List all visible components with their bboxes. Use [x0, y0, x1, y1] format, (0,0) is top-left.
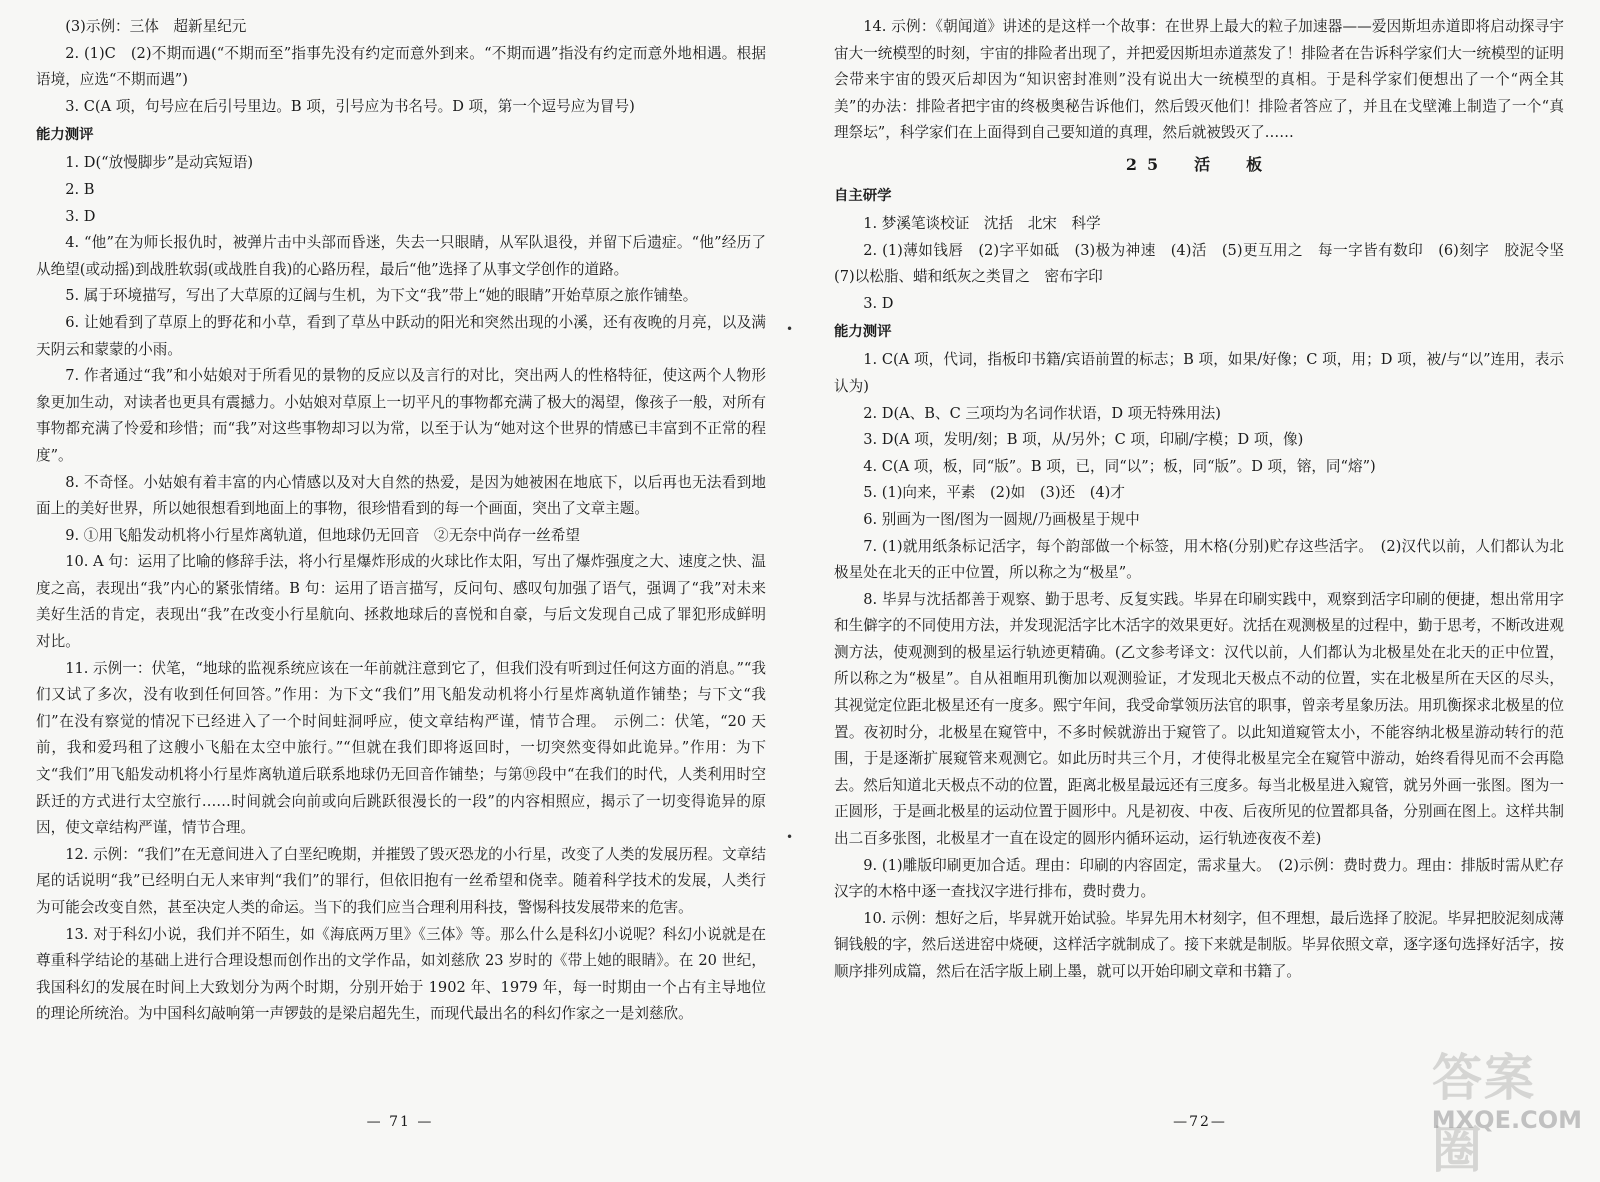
answer-paragraph: (3)示例：三体 超新星纪元 [65, 18, 247, 35]
watermark-url: MXQE.COM [1431, 1106, 1582, 1134]
answer-item: 2. (1)薄如钱唇 (2)字平如砥 (3)极为神速 (4)活 (5)更互用之 每一字皆有数印 (6)刻字 胶泥令坚 (7)以松脂、蜡和纸灰之类冒之 密布字印 [834, 241, 1579, 286]
answer-item: 4. C(A 项，板，同“版”。B 项，已，同“以”；板，同“版”。D 项，镕，同“熔”) [863, 457, 1376, 475]
answer-item: 2. D(A、B、C 三项均为名词作状语，D 项无特殊用法) [863, 404, 1221, 422]
answer-item: 7. 作者通过“我”和小姑娘对于所看见的景物的反应以及言行的对比，突出两人的性格特征，使这两个人物形象更加生动，对读者也更具有震撼力。小姑娘对草原上一切平凡的事物都充满了极大的渴望，像孩子一般，对所有事物都充满了怜爱和珍惜；而“我”对这些事物却习以为常，以至于认为“她对这个世界的情感已丰富到不正常的程度”。 [36, 367, 766, 464]
answer-item: 4. “他”在为师长报仇时，被弹片击中头部而昏迷，失去一只眼睛，从军队退役，并留下后遗症。“他”经历了从绝望(或动摇)到战胜软弱(或战胜自我)的心路历程，最后“他”选择了从事文学创作的道路。 [36, 234, 766, 278]
section-heading: 能力测评 [36, 127, 94, 144]
answer-paragraph: 3. C(A 项，句号应在后引号里边。B 项，引号应为书名号。D 项，第一个逗号应为冒号) [65, 97, 635, 115]
watermark-logo [1431, 1038, 1582, 1179]
answer-item: 1. C(A 项，代词，指板印书籍/宾语前置的标志；B 项，如果/好像；C 项，用；D 项，被/与“以”连用，表示认为) [834, 351, 1564, 395]
lesson-title: 25 活 板 [1125, 154, 1273, 174]
answer-item: 13. 对于科幻小说，我们并不陌生，如《海底两万里》《三体》等。那么什么是科幻小说呢？科幻小说就是在尊重科学结论的基础上进行合理设想而创作出的文学作品，如刘慈欣 23 岁时的《带上她的眼睛》。在 20 世纪，我国科幻的发展在时间上大致划分为两个时期，分别开始于 1902 年、1979 年，每一时期由一个占有主导地位的理论所统治。为中国科幻敲响第一声锣鼓的是梁启超先生，而现代最出名的科幻作家之一是刘慈欣。 [36, 925, 766, 1023]
answer-item: 5. (1)向来，平素 (2)如 (3)还 (4)才 [863, 484, 1125, 502]
answer-item: 6. 别画为一图/图为一圆规/乃画极星于规中 [863, 510, 1140, 528]
right-column [834, 14, 1579, 986]
answer-item: 1. 梦溪笔谈校证 沈括 北宋 科学 [863, 214, 1101, 232]
left-column [36, 14, 766, 1028]
page-number: —72— [1173, 1114, 1227, 1130]
answer-item: 14. 示例：《朝闻道》讲述的是这样一个故事：在世界上最大的粒子加速器——爱因斯坦赤道即将启动探寻宇宙大一统模型的时刻，宇宙的排险者出现了，并把爱因斯坦赤道蒸发了！排险者在告诉科学家们大一统模型的证明会带来宇宙的毁灭后却因为“知识密封准则”没有说出大一统模型的真相。于是科学家们便想出了一个“两全其美”的办法：排险者把宇宙的终极奥秘告诉他们，然后毁灭他们！排险者答应了，并且在戈壁滩上制造了一个“真理祭坛”，科学家们在上面得到自己要知道的真理，然后就被毁灭了…… [834, 18, 1564, 142]
left-page [0, 0, 800, 1148]
answer-item: 6. 让她看到了草原上的野花和小草，看到了草丛中跃动的阳光和突然出现的小溪，还有夜晚的月亮，以及满天阴云和蒙蒙的小雨。 [36, 313, 766, 358]
answer-item: 9. (1)雕版印刷更加合适。理由：印刷的内容固定，需求量大。 (2)示例：费时费力。理由：排版时需从贮存汉字的木格中逐一查找汉字进行排布，费时费力。 [834, 856, 1564, 901]
answer-item: 10. 示例：想好之后，毕昇就开始试验。毕昇先用木材刻字，但不理想，最后选择了胶泥。毕昇把胶泥刻成薄铜钱般的字，然后送进窑中烧硬，这样活字就制成了。接下来就是制版。毕昇依照文章，逐字逐句选择好活字，按顺序排列成篇，然后在活字版上刷上墨，就可以开始印刷文章和书籍了。 [834, 909, 1564, 980]
right-page [800, 0, 1600, 1179]
answer-item: 5. 属于环境描写，写出了大草原的辽阔与生机，为下文“我”带上“她的眼睛”开始草原之旅作铺垫。 [65, 287, 698, 305]
section-heading: 自主研学 [834, 187, 892, 204]
answer-item: 2. B [65, 180, 95, 198]
answer-paragraph: 2. (1)C (2)不期而遇(“不期而至”指事先没有约定而意外到来。“不期而遇”指没有约定而意外地相遇。根据语境，应选“不期而遇”) [36, 44, 766, 89]
answer-item: 3. D(A 项，发明/刻；B 项，从/另外；C 项，印刷/字模；D 项，像) [863, 431, 1304, 449]
answer-item: 1. D(“放慢脚步”是动宾短语) [65, 154, 254, 172]
binding-mark: • [786, 322, 794, 336]
section-heading: 能力测评 [834, 324, 892, 341]
answer-item: 3. D [863, 294, 894, 312]
answer-item: 7. (1)就用纸条标记活字，每个韵部做一个标签，用木格(分别)贮存这些活字。 (2)汉代以前，人们都认为北极星处在北天的正中位置，所以称之为“极星”。 [834, 537, 1564, 582]
answer-item: 12. 示例：“我们”在无意间进入了白垩纪晚期，并摧毁了毁灭恐龙的小行星，改变了人类的发展历程。文章结尾的话说明“我”已经明白无人来审判“我们”的罪行，但依旧抱有一丝希望和侥幸。随着科学技术的发展，人类行为可能会改变自然，甚至决定人类的命运。当下的我们应当合理利用科技，警惕科技发展带来的危害。 [36, 845, 766, 916]
answer-item: 8. 不奇怪。小姑娘有着丰富的内心情感以及对大自然的热爱，是因为她被困在地底下，以后再也无法看到地面上的美好世界，所以她很想看到地面上的事物，很珍惜看到的每一个画面，突出了文章主题。 [36, 473, 766, 518]
watermark-text: 答案圈 [1432, 1049, 1536, 1179]
answer-item: 10. A 句：运用了比喻的修辞手法，将小行星爆炸形成的火球比作太阳，写出了爆炸强度之大、速度之快、温度之高，表现出“我”内心的紧张情绪。B 句：运用了语言描写，反问句、感叹句加强了语气，强调了“我”对未来美好生活的肯定，表现出“我”在改变小行星航向、拯救地球后的喜悦和自豪，与后文发现自己成了罪犯形成鲜明对比。 [36, 553, 766, 651]
answer-item: 11. 示例一：伏笔，“地球的监视系统应该在一年前就注意到它了，但我们没有听到过任何这方面的消息。”“我们又试了多次，没有收到任何回答。”作用：为下文“我们”用飞船发动机将小行星炸离轨道作铺垫；与下文“我们”在没有察觉的情况下已经进入了一个时间蛀洞呼应，使文章结构严谨，情节合理。 示例二：伏笔，“20 天前，我和爱玛租了这艘小飞船在太空中旅行。”“但就在我们即将返回时，一切突然变得如此诡异。”作用：为下文“我们”用飞船发动机将小行星炸离轨道后联系地球仍无回音作铺垫；与第⑲段中“在我们的时代，人类利用时空跃迁的方式进行太空旅行……时间就会向前或向后跳跃很漫长的一段”的内容相照应，揭示了一切变得诡异的原因，使文章结构严谨，情节合理。 [36, 659, 766, 837]
binding-mark: • [786, 830, 794, 844]
answer-item: 8. 毕昇与沈括都善于观察、勤于思考、反复实践。毕昇在印刷实践中，观察到活字印刷的便捷，想出常用字和生僻字的不同使用方法，并发现泥活字比木活字的效果更好。沈括在观测极星的过程中，勤于思考，不断改进观测方法，使观测到的极星运行轨迹更精确。(乙文参考译文：汉代以前，人们都认为北极星处在北天的正中位置，所以称之为“极星”。自从祖暅用玑衡加以观测验证，才发现北天极点不动的位置，实在北极星所在天区的尽头，其视觉定位距北极星还有一度多。熙宁年间，我受命掌领历法官的职事，曾亲考星象历法。用玑衡探求北极星的位置。夜初时分，北极星在窥管中，不多时候就游出于窥管了。以此知道窥管太小，不能容纳北极星游动转行的范围，于是逐渐扩展窥管来观测它。如此历时共三个月，才使得北极星完全在窥管中游动，始终看得见而不会再隐去。然后知道北天极点不动的位置，距离北极星最远还有三度多。每当北极星进入窥管，就另外画一张图。图为一正圆形，于是画北极星的运动位置于圆形中。凡是初夜、中夜、后夜所见的位置都具备，分别画在图上。这样共制出二百多张图，北极星才一直在设定的圆形内循环运动，运行轨迹夜夜不差) [834, 590, 1564, 848]
page-number: — 71 — [366, 1114, 434, 1130]
answer-item: 3. D [65, 207, 96, 225]
answer-item: 9. ①用飞船发动机将小行星炸离轨道，但地球仍无回音 ②无奈中尚存一丝希望 [65, 526, 580, 544]
